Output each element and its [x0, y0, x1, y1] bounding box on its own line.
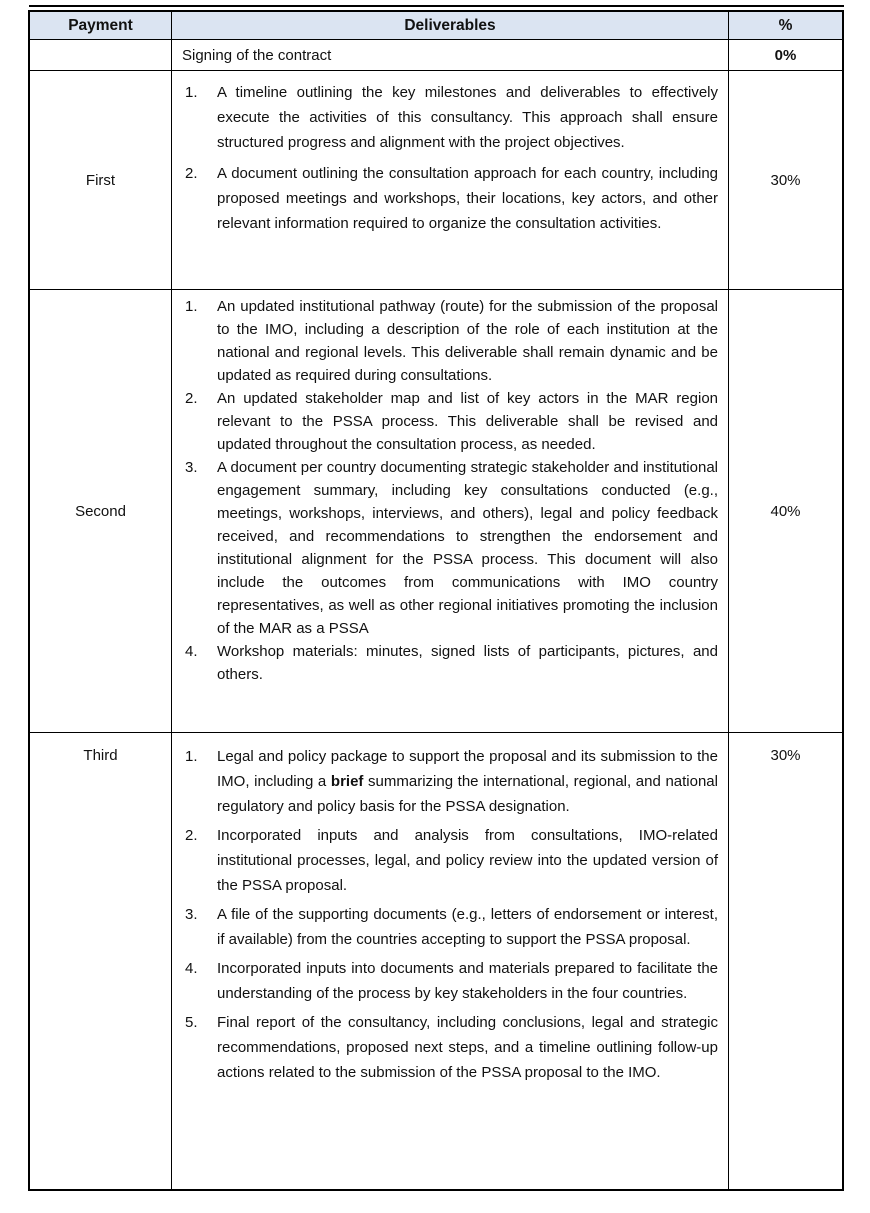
- deliverables-cell-second: [172, 290, 729, 732]
- item-text: An updated institutional pathway (route) for the submission of the proposal to the IMO, including a description of the role of each institution at the national and regional levels. This deliverable shall remain dynamic and be updated as required during consultations.: [217, 298, 718, 384]
- deliverable-item: [185, 456, 718, 640]
- item-number: 2.: [185, 390, 198, 407]
- top-rule: [29, 5, 844, 7]
- item-text: A document outlining the consultation approach for each country, including proposed meetings and workshops, their locations, key actors, and other relevant information required to organize the consultation activities.: [217, 165, 718, 232]
- item-number: 5.: [185, 1014, 198, 1031]
- item-number: 2.: [185, 165, 198, 182]
- deliverable-item: [185, 640, 718, 686]
- item-text: A file of the supporting documents (e.g., letters of endorsement or interest, if available) from the countries accepting to support the PSSA proposal.: [217, 906, 718, 948]
- payment-cell-second: Second: [30, 290, 172, 732]
- item-number: 4.: [185, 643, 198, 660]
- percent-cell-first: 30%: [770, 171, 801, 189]
- percent-cell-signing: 0%: [774, 46, 797, 64]
- deliverable-item: [185, 956, 718, 1006]
- deliverable-item: [185, 744, 718, 819]
- header-deliverables: Deliverables: [172, 12, 729, 39]
- deliverable-item: [185, 902, 718, 952]
- payment-cell-third: Third: [30, 733, 172, 1189]
- item-text: Legal and policy package to support the proposal and its submission to the IMO, including a: [217, 748, 718, 790]
- header-percent: %: [778, 16, 793, 34]
- item-number: 3.: [185, 459, 198, 476]
- item-number: 1.: [185, 84, 198, 101]
- deliverables-cell-first: [172, 71, 729, 289]
- table-row-signing: [30, 40, 842, 71]
- deliverable-item: [185, 295, 718, 387]
- deliverables-cell-signing: Signing of the contract: [172, 40, 729, 70]
- deliverable-item: [185, 80, 718, 155]
- deliverable-item: [185, 161, 718, 236]
- percent-cell-third: 30%: [770, 747, 801, 764]
- item-number: 4.: [185, 960, 198, 977]
- item-number: 1.: [185, 748, 198, 765]
- item-number: 1.: [185, 298, 198, 315]
- payment-cell-signing: [30, 40, 172, 70]
- deliverables-list-first: [185, 80, 718, 236]
- item-text: Incorporated inputs and analysis from consultations, IMO-related institutional processes, legal, and policy review into the updated version of the PSSA proposal.: [217, 827, 718, 894]
- deliverable-item: [185, 1010, 718, 1085]
- item-number: 3.: [185, 906, 198, 923]
- item-text-bold: brief: [330, 773, 364, 790]
- item-text: An updated stakeholder map and list of key actors in the MAR region relevant to the PSSA process. This deliverable shall be revised and updated throughout the consultation process, as needed.: [217, 390, 718, 453]
- table-row-second: [30, 290, 842, 733]
- item-text: Final report of the consultancy, including conclusions, legal and strategic recommendations, proposed next steps, and a timeline outlining follow-up actions related to the submission of the PSSA proposal to the IMO.: [217, 1014, 718, 1081]
- item-text: A timeline outlining the key milestones and deliverables to effectively execute the activities of this consultancy. This approach shall ensure structured progress and alignment with the project objectives.: [217, 84, 718, 151]
- item-text: Workshop materials: minutes, signed lists of participants, pictures, and others.: [217, 643, 718, 683]
- deliverables-list-third: [185, 744, 718, 1085]
- item-text: A document per country documenting strategic stakeholder and institutional engagement summary, including key consultations conducted (e.g., meetings, workshops, interviews, and others), legal and policy feedback received, and recommendations to strengthen the endorsement and institutional alignment for the PSSA process. This document will also include the outcomes from communications with IMO country representatives, as well as other regional initiatives promoting the inclusion of the MAR as a PSSA: [217, 459, 718, 637]
- item-text: summarizing the international, regional, and national regulatory and policy basis for the PSSA designation.: [217, 773, 718, 815]
- item-text: Incorporated inputs into documents and materials prepared to facilitate the understanding of the process by key stakeholders in the four countries.: [217, 960, 718, 1002]
- deliverable-item: [185, 823, 718, 898]
- deliverables-list-second: [185, 295, 718, 686]
- deliverable-item: [185, 387, 718, 456]
- payment-cell-first: First: [30, 71, 172, 289]
- deliverables-cell-third: [172, 733, 729, 1189]
- item-number: 2.: [185, 827, 198, 844]
- table-header-row: [30, 12, 842, 40]
- table-row-third: [30, 733, 842, 1189]
- payment-deliverables-table: [28, 10, 844, 1191]
- header-payment: Payment: [30, 12, 172, 39]
- table-row-first: [30, 71, 842, 290]
- percent-cell-second: 40%: [770, 502, 801, 520]
